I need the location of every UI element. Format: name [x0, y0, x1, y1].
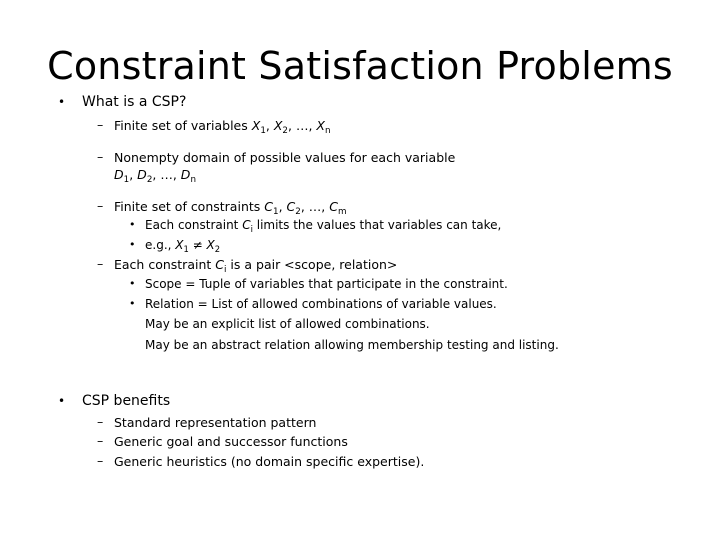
relation-line: Relation = List of allowed combinations of variable values.	[145, 297, 497, 311]
explicit-line: May be an explicit list of allowed combinations.	[145, 317, 430, 331]
dash-icon: –	[97, 256, 104, 271]
bullet-icon: •	[129, 297, 136, 310]
dash-icon: –	[97, 414, 104, 429]
list-item: Generic goal and successor functions	[114, 434, 348, 449]
domain-line: Nonempty domain of possible values for each variable	[114, 150, 456, 165]
section-heading-csp-benefits: CSP benefits	[82, 393, 171, 409]
each-constraint-line: Each constraint $C_i$ limits the values that variables can take,	[145, 218, 502, 234]
dash-icon: –	[97, 149, 104, 164]
abstract-line: May be an abstract relation allowing membership testing and listing.	[145, 338, 559, 352]
variables-line: Finite set of variables $X_1$, $X_2$, …, $X_n$	[114, 118, 331, 137]
bullet-icon: •	[58, 95, 66, 109]
bullet-icon: •	[58, 394, 66, 408]
list-item: Standard representation pattern	[114, 415, 317, 430]
dash-icon: –	[97, 433, 104, 448]
dash-icon: –	[97, 453, 104, 468]
scope-line: Scope = Tuple of variables that participate in the constraint.	[145, 277, 508, 291]
constraints-line: Finite set of constraints $C_1$, $C_2$, …, $C_m$	[114, 199, 347, 218]
bullet-icon: •	[129, 277, 136, 290]
slide-title: Constraint Satisfaction Problems	[47, 44, 673, 88]
dash-icon: –	[97, 198, 104, 213]
dash-icon: –	[97, 117, 104, 132]
bullet-icon: •	[129, 238, 136, 251]
example-line: e.g., $X_1 \ne X_2$	[145, 238, 221, 254]
section-heading-what-is-csp: What is a CSP?	[82, 94, 187, 110]
bullet-icon: •	[129, 218, 136, 231]
domain-list: $D_1$, $D_2$, …, $D_n$	[114, 167, 196, 186]
list-item: Generic heuristics (no domain specific expertise).	[114, 454, 425, 469]
pair-line: Each constraint $C_i$ is a pair <scope, relation>	[114, 257, 398, 276]
